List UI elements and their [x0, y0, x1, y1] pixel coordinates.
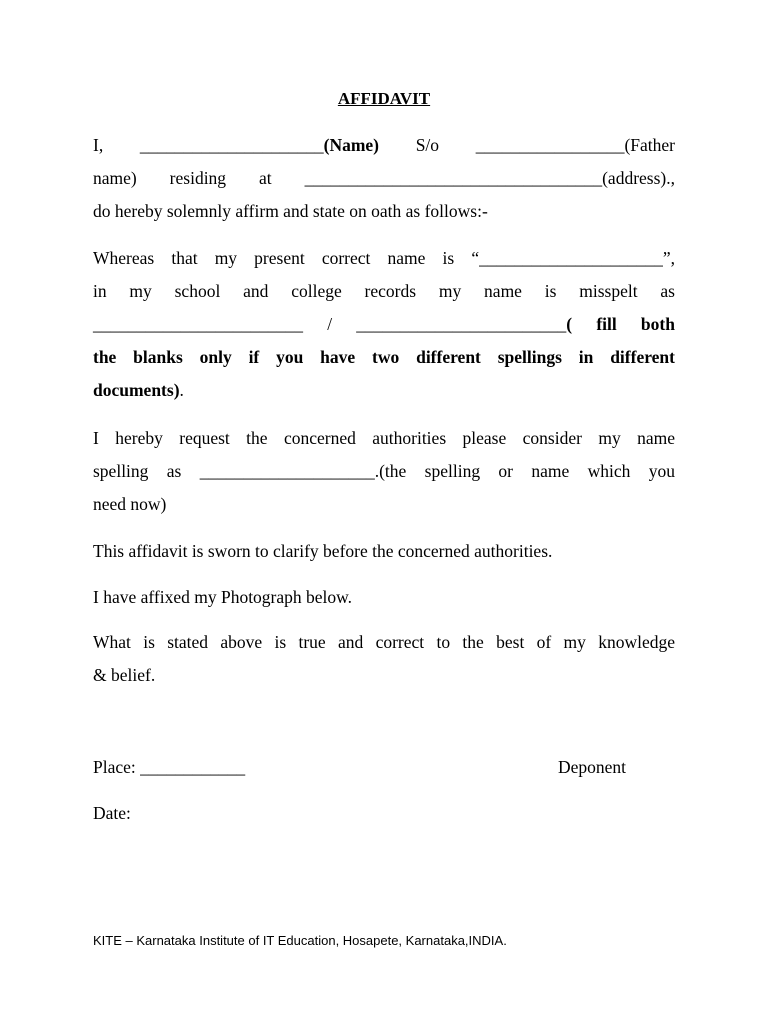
intro-line-2: name) residing at __________________________________(address)., — [93, 168, 675, 188]
request-paragraph — [93, 422, 675, 521]
truth-line-1: What is stated above is true and correct to the best of my knowledge — [93, 632, 675, 652]
correct-name-line-2: in my school and college records my name is misspelt as — [93, 281, 675, 301]
misspelt-blanks: ________________________ / ________________________ — [93, 314, 567, 334]
correct-name-line-4 — [93, 341, 675, 374]
sworn-statement: This affidavit is sworn to clarify before the concerned authorities. — [93, 541, 553, 561]
intro-line-3: do hereby solemnly affirm and state on oath as follows:- — [93, 201, 488, 221]
fill-instruction-end: documents) — [93, 380, 180, 400]
footer-text: KITE – Karnataka Institute of IT Education, Hosapete, Karnataka,INDIA. — [93, 933, 507, 948]
deponent-label: Deponent — [558, 757, 627, 777]
fill-instruction-middle: the blanks only if you have two different spellings in different — [93, 347, 675, 367]
name-label: (Name) — [323, 135, 380, 155]
intro-paragraph — [93, 129, 675, 228]
name-blank: I, _____________________ — [93, 135, 324, 155]
period: . — [179, 380, 184, 400]
father-name-blank: S/o _________________(Father — [379, 135, 675, 155]
correct-name-line-3 — [93, 308, 675, 341]
place-field: Place: ____________ — [93, 757, 246, 777]
correct-name-line-1: Whereas that my present correct name is “_____________________”, — [93, 248, 675, 268]
document-title: AFFIDAVIT — [337, 89, 431, 108]
request-line-3: need now) — [93, 494, 167, 514]
photo-statement: I have affixed my Photograph below. — [93, 587, 353, 607]
truth-line-2: & belief. — [93, 665, 156, 685]
intro-line-1 — [93, 129, 675, 162]
correct-name-line-5 — [93, 374, 675, 407]
truth-paragraph — [93, 626, 675, 692]
correct-name-paragraph — [93, 242, 675, 407]
request-line-1: I hereby request the concerned authorities please consider my name — [93, 428, 675, 448]
fill-instruction-start: ( fill both — [566, 314, 675, 334]
request-line-2: spelling as ____________________.(the spelling or name which you — [93, 461, 675, 481]
date-field: Date: — [93, 803, 131, 823]
